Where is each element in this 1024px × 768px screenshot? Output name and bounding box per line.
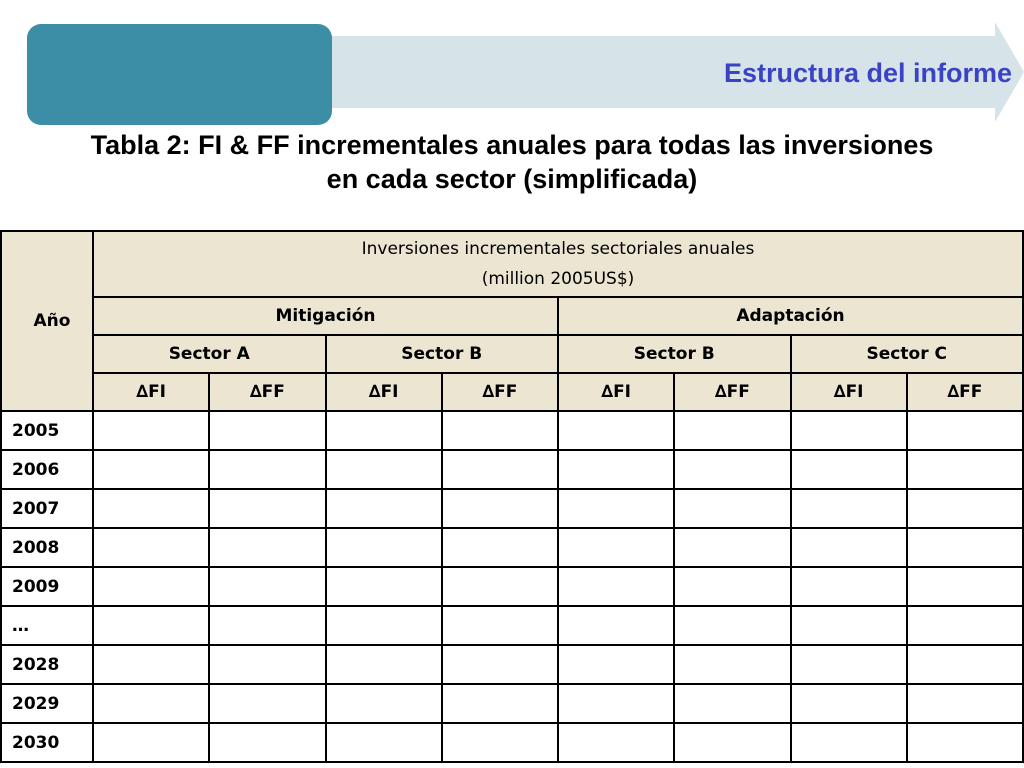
value-cell[interactable] bbox=[93, 723, 209, 762]
value-cell[interactable] bbox=[209, 645, 325, 684]
value-cell[interactable] bbox=[674, 411, 790, 450]
investment-group-header-line-1: Inversiones incrementales sectoriales anuales bbox=[361, 239, 755, 259]
value-cell[interactable] bbox=[907, 567, 1023, 606]
value-cell[interactable] bbox=[907, 723, 1023, 762]
table-row bbox=[1, 684, 1023, 723]
value-cell[interactable] bbox=[93, 567, 209, 606]
value-cell[interactable] bbox=[442, 450, 558, 489]
value-cell[interactable] bbox=[558, 723, 674, 762]
value-cell[interactable] bbox=[442, 723, 558, 762]
year-cell: … bbox=[1, 606, 93, 645]
value-cell[interactable] bbox=[442, 684, 558, 723]
year-cell: 2007 bbox=[1, 489, 93, 528]
value-cell[interactable] bbox=[907, 450, 1023, 489]
value-cell[interactable] bbox=[209, 450, 325, 489]
value-cell[interactable] bbox=[326, 645, 442, 684]
value-cell[interactable] bbox=[907, 645, 1023, 684]
table-row bbox=[1, 606, 1023, 645]
value-cell[interactable] bbox=[209, 528, 325, 567]
sector-header: Sector B bbox=[558, 335, 791, 373]
value-cell[interactable] bbox=[558, 645, 674, 684]
year-column-header: Año bbox=[1, 231, 93, 411]
table-row bbox=[1, 411, 1023, 450]
value-cell[interactable] bbox=[907, 606, 1023, 645]
category-header-adaptacion: Adaptación bbox=[558, 297, 1023, 335]
value-cell[interactable] bbox=[93, 411, 209, 450]
value-cell[interactable] bbox=[326, 528, 442, 567]
value-cell[interactable] bbox=[791, 411, 907, 450]
measure-header: ∆FI bbox=[791, 373, 907, 411]
value-cell[interactable] bbox=[326, 684, 442, 723]
value-cell[interactable] bbox=[209, 723, 325, 762]
value-cell[interactable] bbox=[93, 645, 209, 684]
value-cell[interactable] bbox=[209, 489, 325, 528]
value-cell[interactable] bbox=[791, 606, 907, 645]
value-cell[interactable] bbox=[791, 723, 907, 762]
table-title-line-2: en cada sector (simplificada) bbox=[326, 164, 698, 194]
value-cell[interactable] bbox=[674, 489, 790, 528]
measure-header: ∆FI bbox=[326, 373, 442, 411]
value-cell[interactable] bbox=[558, 684, 674, 723]
value-cell[interactable] bbox=[674, 684, 790, 723]
value-cell[interactable] bbox=[442, 645, 558, 684]
value-cell[interactable] bbox=[93, 684, 209, 723]
measure-header: ∆FF bbox=[907, 373, 1023, 411]
value-cell[interactable] bbox=[558, 528, 674, 567]
year-cell: 2006 bbox=[1, 450, 93, 489]
table-header-row bbox=[1, 231, 1023, 297]
value-cell[interactable] bbox=[558, 489, 674, 528]
measure-header: ∆FF bbox=[674, 373, 790, 411]
value-cell[interactable] bbox=[442, 606, 558, 645]
year-cell: 2029 bbox=[1, 684, 93, 723]
value-cell[interactable] bbox=[93, 489, 209, 528]
value-cell[interactable] bbox=[791, 684, 907, 723]
value-cell[interactable] bbox=[326, 723, 442, 762]
table-row bbox=[1, 528, 1023, 567]
table-row bbox=[1, 723, 1023, 762]
investment-table bbox=[0, 230, 1024, 763]
value-cell[interactable] bbox=[674, 528, 790, 567]
measure-header: ∆FF bbox=[209, 373, 325, 411]
value-cell[interactable] bbox=[674, 645, 790, 684]
value-cell[interactable] bbox=[558, 606, 674, 645]
section-banner bbox=[0, 0, 1024, 130]
value-cell[interactable] bbox=[93, 528, 209, 567]
value-cell[interactable] bbox=[326, 450, 442, 489]
value-cell[interactable] bbox=[558, 567, 674, 606]
value-cell[interactable] bbox=[674, 606, 790, 645]
value-cell[interactable] bbox=[791, 528, 907, 567]
value-cell[interactable] bbox=[791, 489, 907, 528]
year-cell: 2005 bbox=[1, 411, 93, 450]
value-cell[interactable] bbox=[209, 567, 325, 606]
measure-header: ∆FI bbox=[558, 373, 674, 411]
table-row bbox=[1, 450, 1023, 489]
section-title: Estructura del informe bbox=[723, 58, 1012, 88]
value-cell[interactable] bbox=[326, 489, 442, 528]
category-header-mitigacion: Mitigación bbox=[93, 297, 558, 335]
value-cell[interactable] bbox=[791, 645, 907, 684]
investment-group-header-line-2: (million 2005US$) bbox=[481, 269, 635, 289]
value-cell[interactable] bbox=[442, 489, 558, 528]
value-cell[interactable] bbox=[93, 450, 209, 489]
measure-header-row bbox=[1, 373, 1023, 411]
table-body bbox=[1, 411, 1023, 762]
table-title bbox=[0, 128, 1024, 196]
sector-header-row bbox=[1, 335, 1023, 373]
year-cell: 2028 bbox=[1, 645, 93, 684]
sector-header: Sector A bbox=[93, 335, 326, 373]
value-cell[interactable] bbox=[442, 567, 558, 606]
value-cell[interactable] bbox=[209, 411, 325, 450]
investment-group-header bbox=[93, 231, 1023, 297]
value-cell[interactable] bbox=[907, 528, 1023, 567]
value-cell[interactable] bbox=[674, 450, 790, 489]
value-cell[interactable] bbox=[907, 411, 1023, 450]
measure-header: ∆FI bbox=[93, 373, 209, 411]
value-cell[interactable] bbox=[209, 684, 325, 723]
value-cell[interactable] bbox=[326, 567, 442, 606]
value-cell[interactable] bbox=[791, 450, 907, 489]
value-cell[interactable] bbox=[326, 411, 442, 450]
value-cell[interactable] bbox=[674, 723, 790, 762]
year-cell: 2009 bbox=[1, 567, 93, 606]
value-cell[interactable] bbox=[558, 450, 674, 489]
sector-header: Sector B bbox=[326, 335, 559, 373]
value-cell[interactable] bbox=[907, 684, 1023, 723]
value-cell[interactable] bbox=[93, 606, 209, 645]
year-cell: 2008 bbox=[1, 528, 93, 567]
measure-header: ∆FF bbox=[442, 373, 558, 411]
value-cell[interactable] bbox=[907, 489, 1023, 528]
table-row bbox=[1, 645, 1023, 684]
value-cell[interactable] bbox=[558, 411, 674, 450]
value-cell[interactable] bbox=[209, 606, 325, 645]
sector-header: Sector C bbox=[791, 335, 1024, 373]
table-row bbox=[1, 489, 1023, 528]
value-cell[interactable] bbox=[326, 606, 442, 645]
table-row bbox=[1, 567, 1023, 606]
value-cell[interactable] bbox=[791, 567, 907, 606]
value-cell[interactable] bbox=[442, 528, 558, 567]
table-title-line-1: Tabla 2: FI & FF incrementales anuales para todas las inversiones bbox=[90, 130, 934, 160]
category-header-row bbox=[1, 297, 1023, 335]
year-cell: 2030 bbox=[1, 723, 93, 762]
value-cell[interactable] bbox=[442, 411, 558, 450]
value-cell[interactable] bbox=[674, 567, 790, 606]
